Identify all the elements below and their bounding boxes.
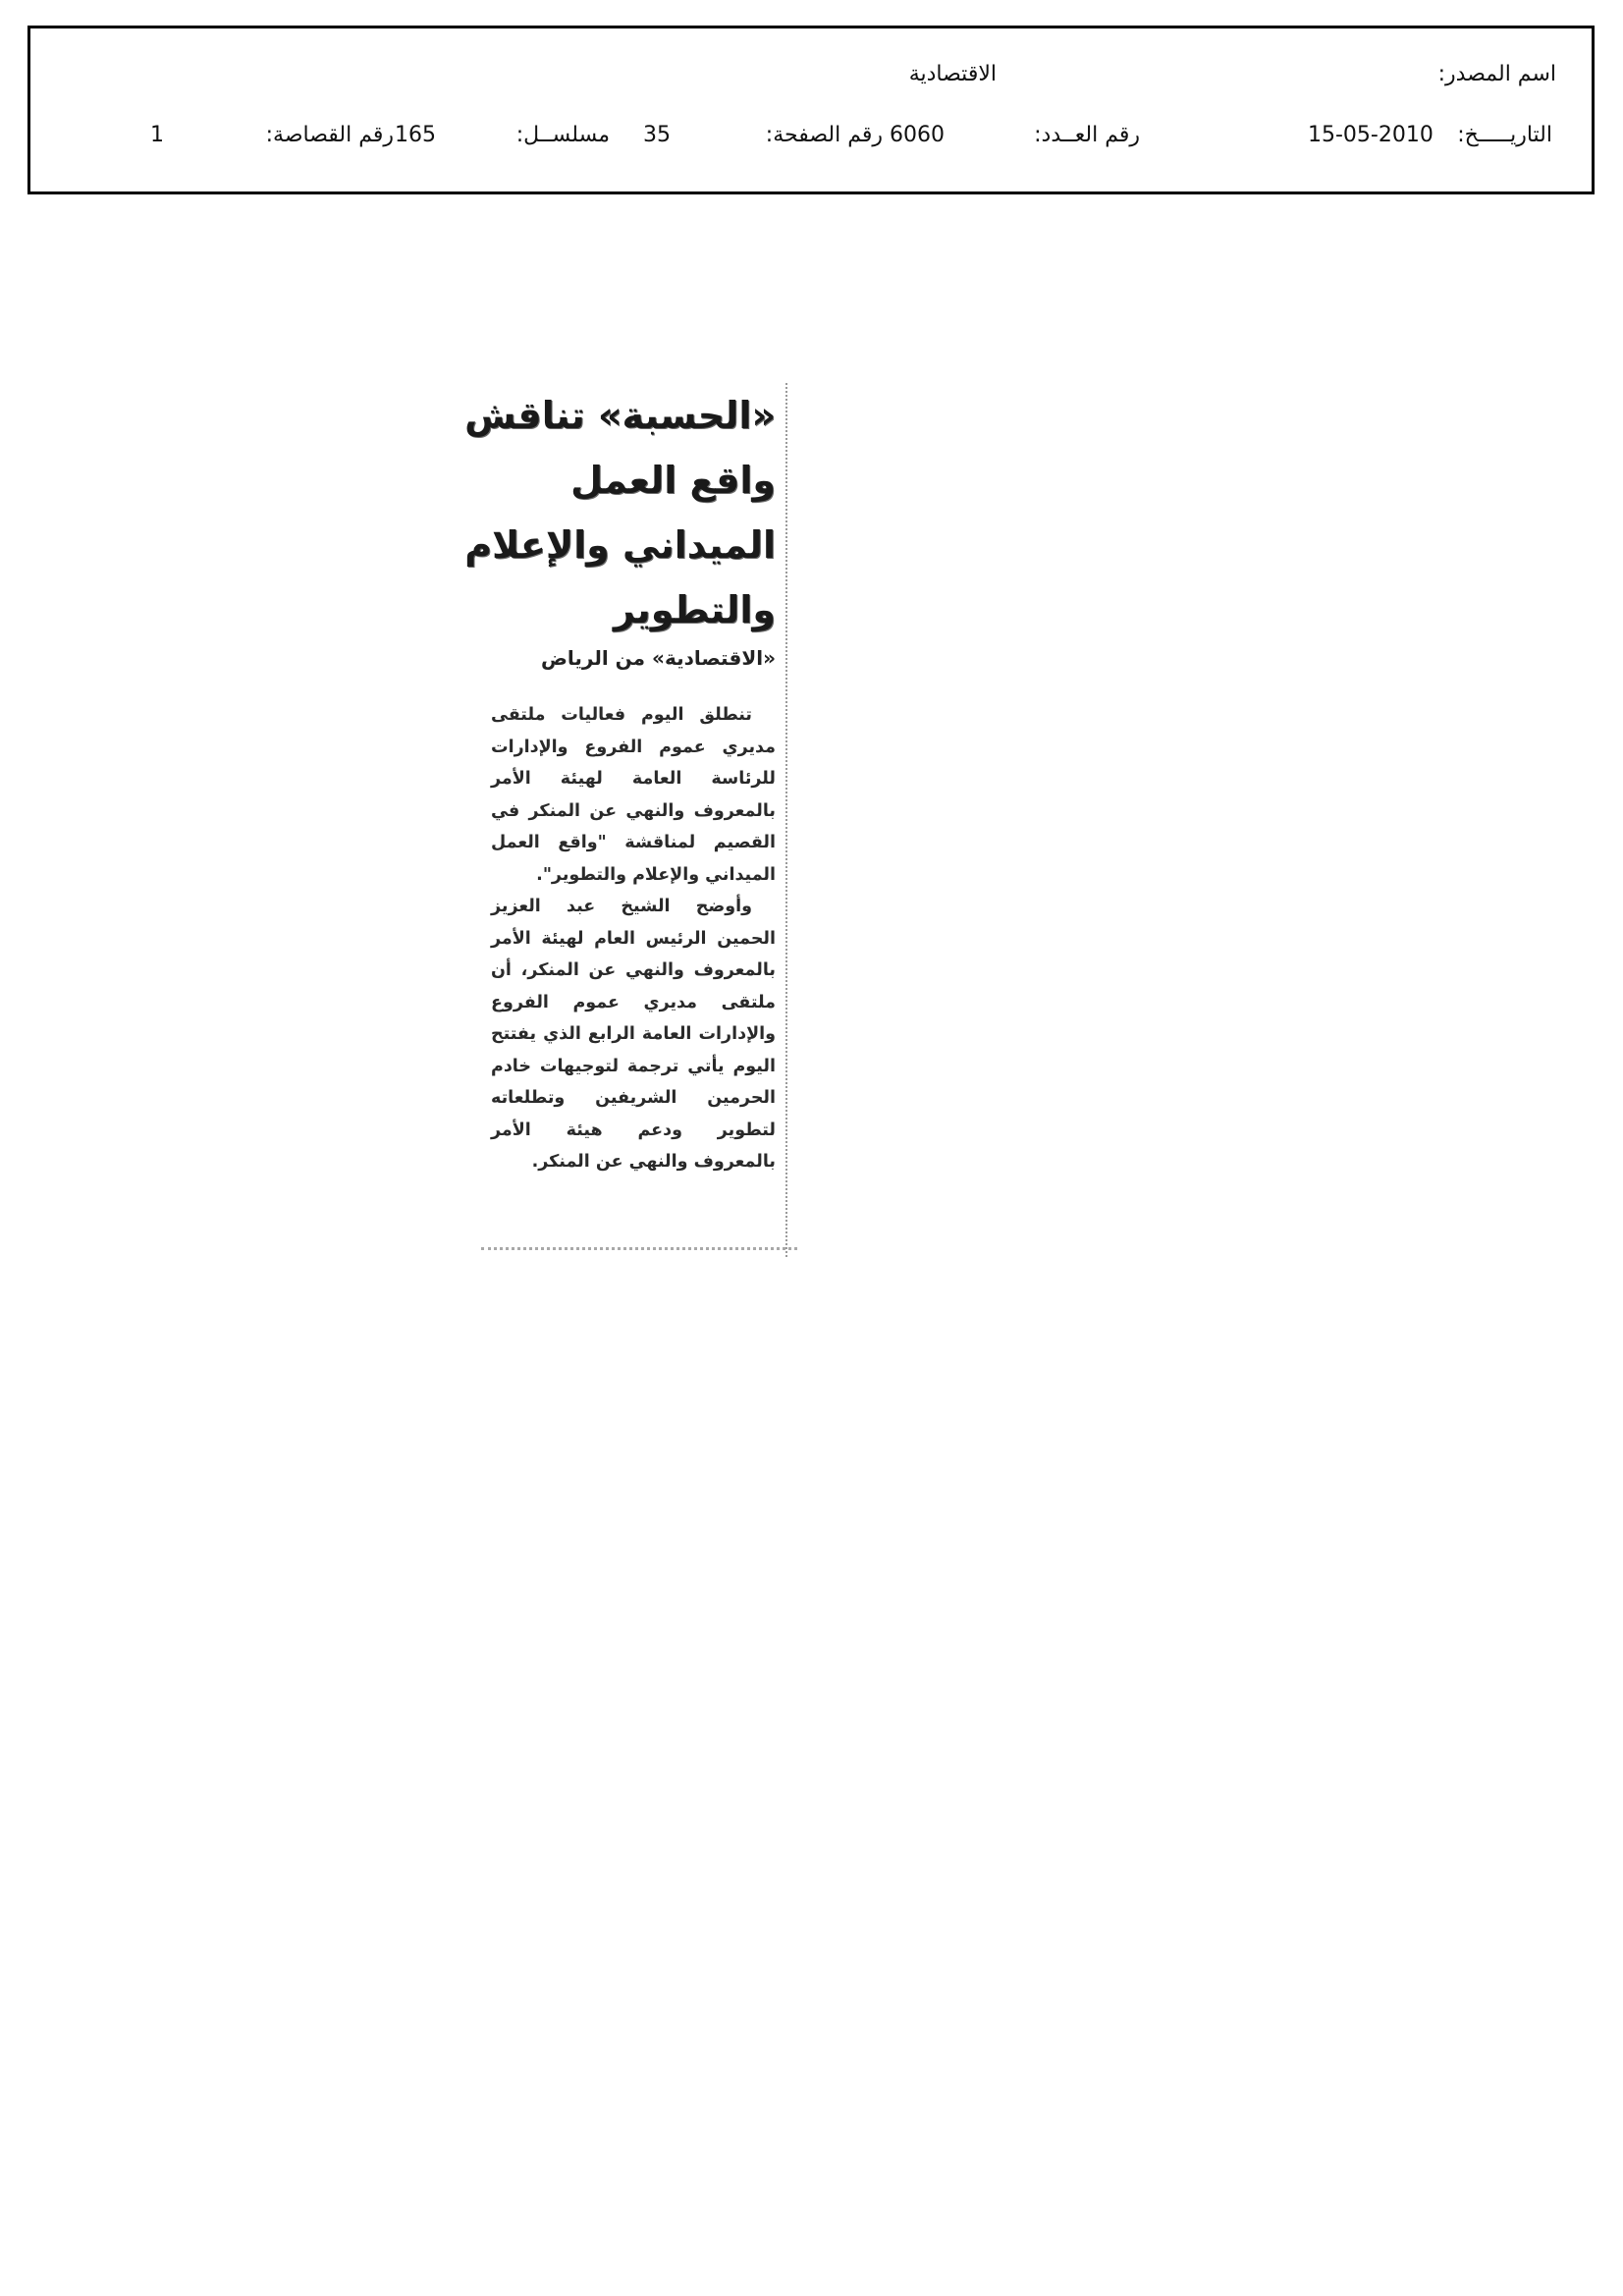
headline-line: واقع العمل <box>570 459 776 502</box>
clipping-edge-right <box>785 383 787 1257</box>
source-label: اسم المصدر: <box>1437 62 1556 86</box>
headline-line: «الحسبة» تناقش <box>464 394 776 437</box>
newspaper-clipping <box>464 383 797 1267</box>
headline-line: الميداني والإعلام <box>464 523 776 567</box>
serial-value: 165 <box>395 123 436 147</box>
article-paragraph: تنطلق اليوم فعاليات ملتقى مديري عموم الفروع والإدارات للرئاسة العامة لهيئة الأمر بالمعروف والنهي عن المنكر في القصيم لمناقشة "واقع العمل الميداني والإعلام والتطوير". <box>491 705 776 885</box>
headline-line: والتطوير <box>613 588 776 631</box>
clipping-edge-bottom <box>481 1247 797 1250</box>
date-label: التاريـــــخ: <box>1457 123 1552 147</box>
article-body <box>491 699 776 1178</box>
source-value: الاقتصادية <box>908 62 997 86</box>
date-value: 15-05-2010 <box>1308 123 1434 147</box>
page-value: 35 <box>643 123 671 147</box>
article-headline <box>464 383 776 642</box>
article-paragraph: وأوضح الشيخ عبد العزيز الحمين الرئيس العام لهيئة الأمر بالمعروف والنهي عن المنكر، أن ملتقى مديري عموم الفروع والإدارات العامة الرابع الذي يفتتح اليوم يأتي ترجمة لتوجيهات خادم الحرمين الشريفين وتطلعاته لتطوير ودعم هيئة الأمر بالمعروف والنهي عن المنكر. <box>491 897 776 1172</box>
issue-label: رقم العــدد: <box>1034 123 1140 147</box>
serial-label: مسلســل: <box>515 123 610 147</box>
issue-value: 6060 <box>890 123 945 147</box>
clip-value: 1 <box>150 123 164 147</box>
clipping-info-box <box>27 26 1595 194</box>
clip-label: رقم القصاصة: <box>265 123 394 147</box>
page-label: رقم الصفحة: <box>765 123 883 147</box>
article-byline: «الاقتصادية» من الرياض <box>540 646 776 670</box>
